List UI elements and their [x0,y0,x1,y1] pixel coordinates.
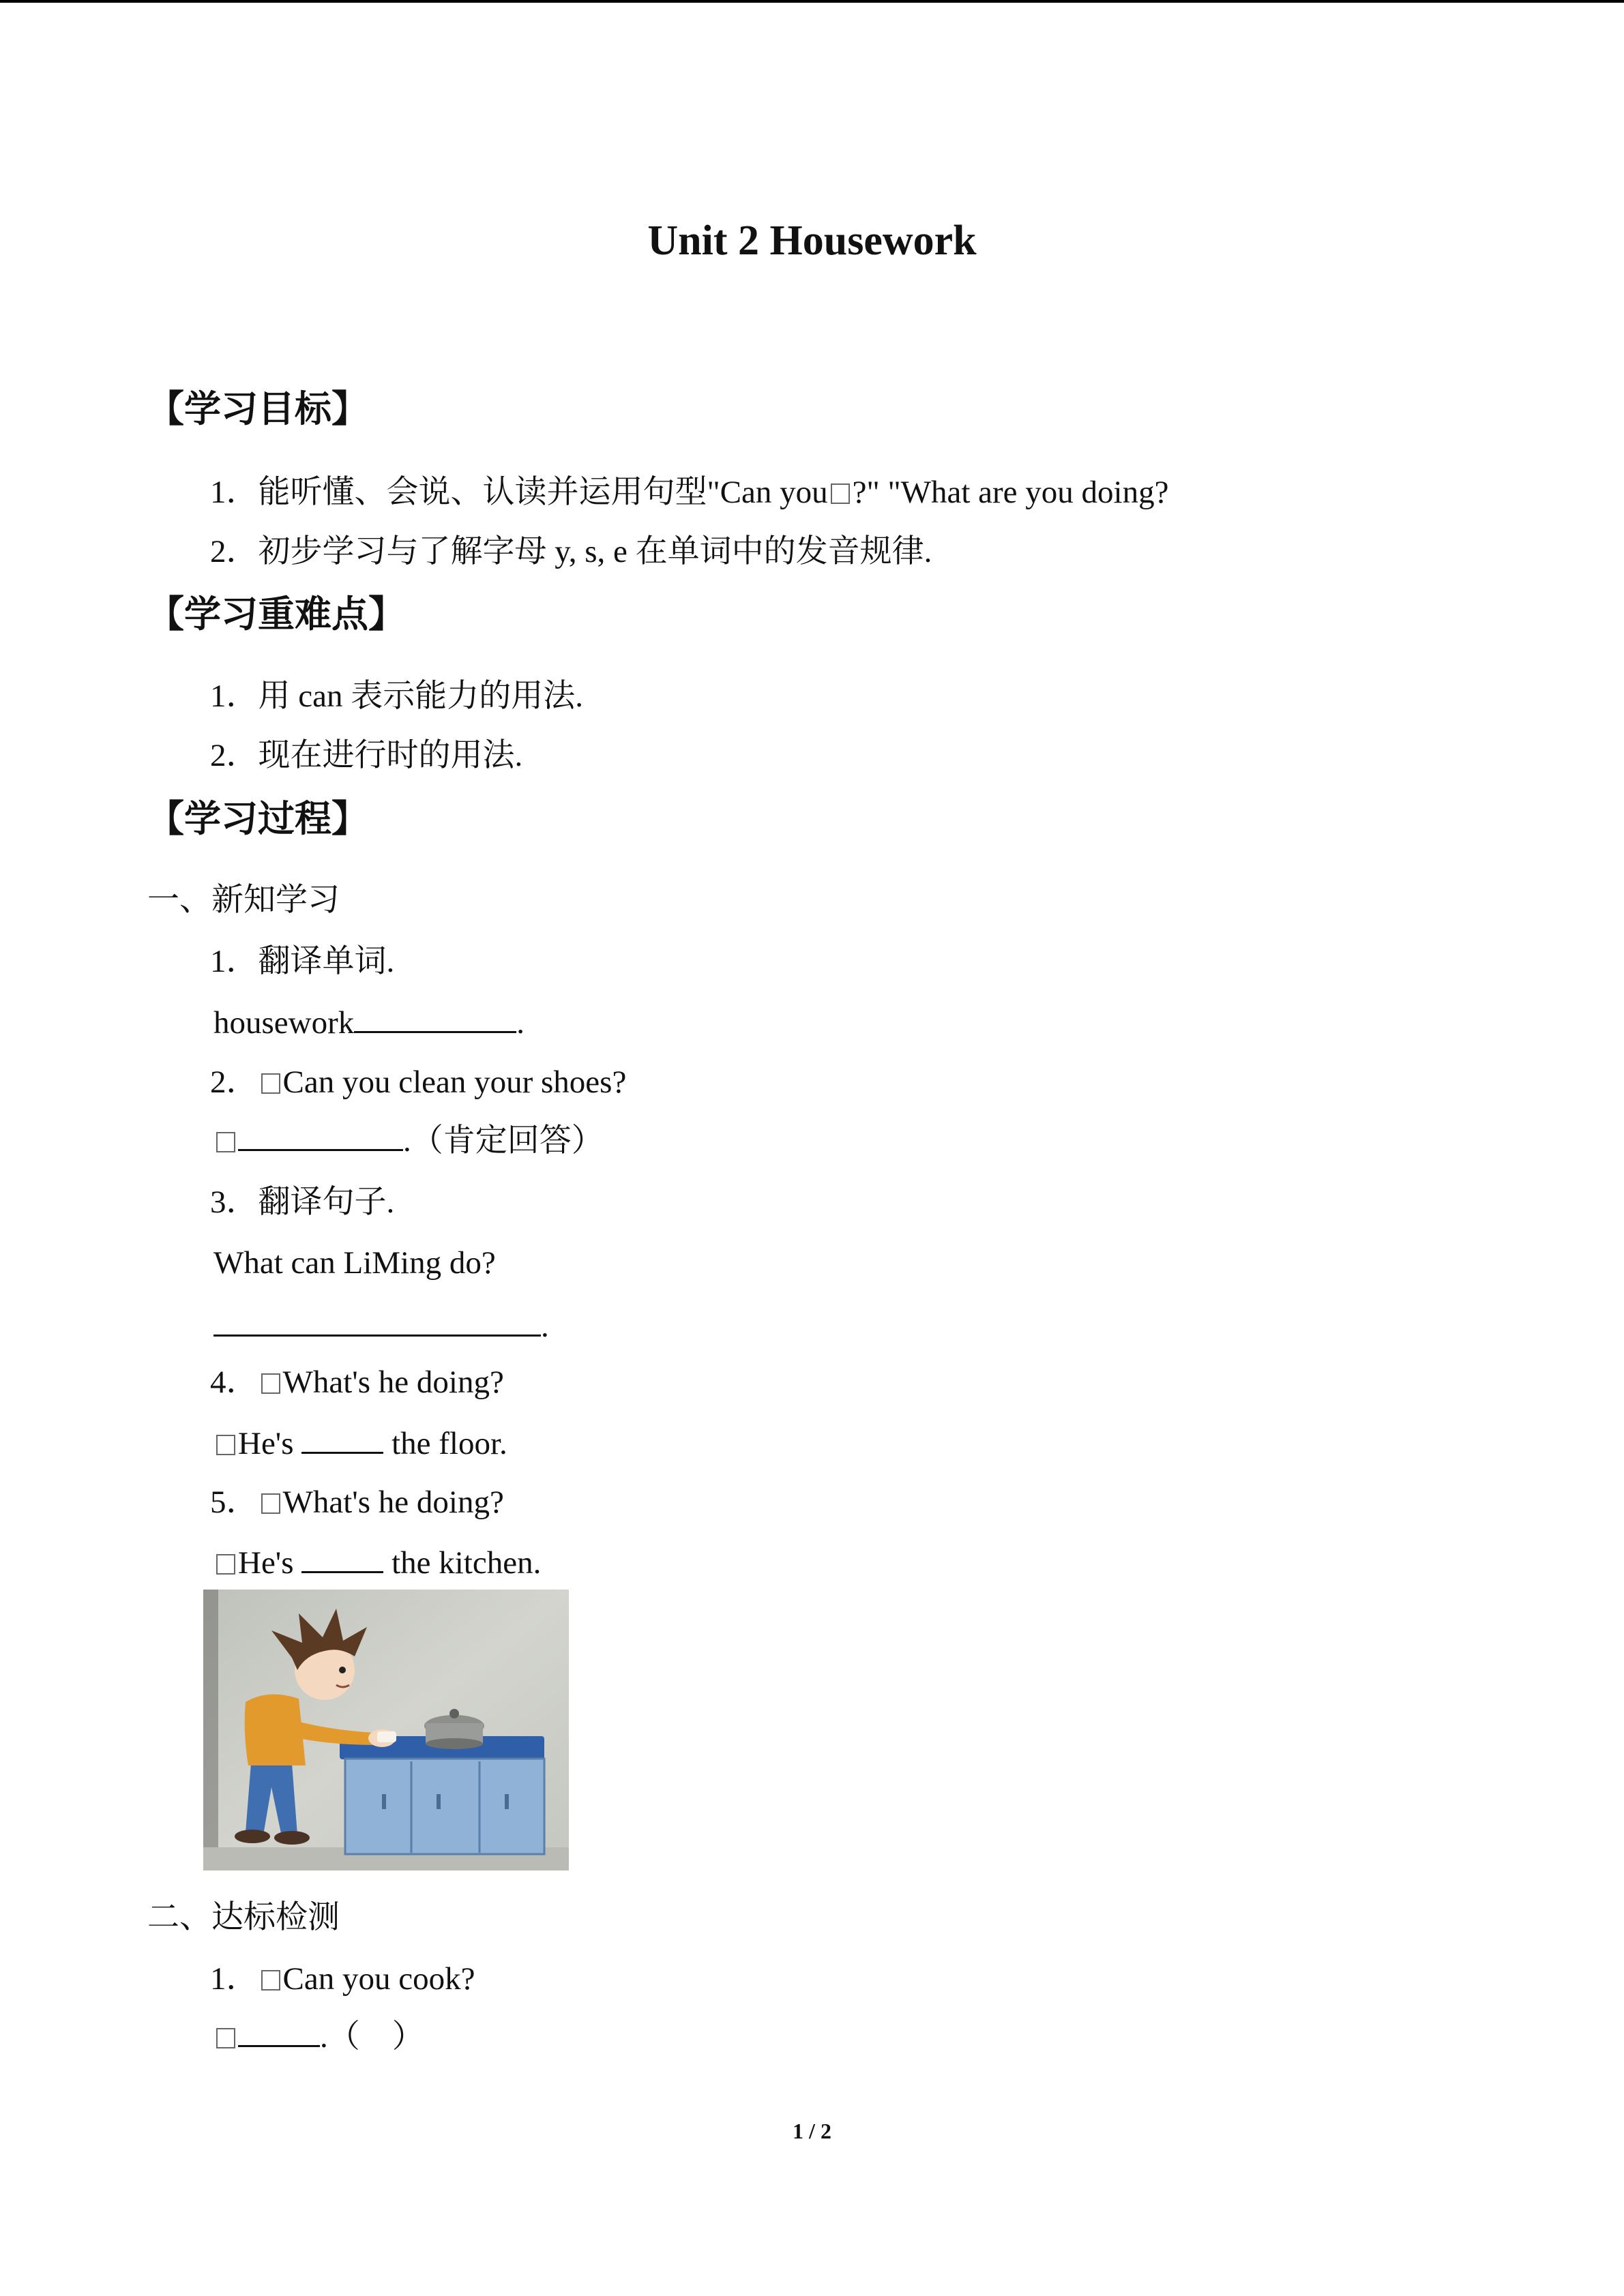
part1-question-2-text: Can you clean your shoes? [282,1064,627,1100]
heading-key-points: 【学习重难点】 [147,594,405,635]
placeholder-box-icon [831,483,850,504]
kitchen-cabinets [345,1759,544,1854]
part2-question-1-number: 1． [210,1961,259,1997]
page-top-border [0,0,1624,3]
part1-question-5-answer-start: He's [238,1545,294,1581]
part2-label: 二、达标检测 [147,1900,340,1935]
part2-question-1-text: Can you cook? [282,1961,475,1997]
cabinet-handle-1 [382,1794,386,1809]
period: . [516,1005,525,1041]
document-title: Unit 2 Housework [647,218,977,264]
part1-question-1-answer [213,1002,525,1043]
placeholder-box-icon [261,1970,280,1991]
part2-question-1 [210,1958,475,1999]
part1-question-2-answer [213,1120,604,1161]
placeholder-box-icon [261,1373,280,1394]
part1-question-2-answer-note: .（肯定回答） [403,1123,604,1159]
part1-question-1: 1．翻译单词. [210,944,395,979]
placeholder-box-icon [216,1435,235,1455]
page-number: 1 / 2 [793,2119,831,2143]
part1-question-2-number: 2． [210,1064,259,1100]
period: . [541,1309,549,1344]
placeholder-box-icon [261,1073,280,1094]
part1-question-5-answer-end: the kitchen. [392,1545,542,1581]
part2-question-1-answer-note: .（ ） [320,2019,424,2055]
placeholder-box-icon [216,1554,235,1575]
part1-question-3-sentence: What can LiMing do? [213,1245,496,1281]
cleaning-cloth [377,1731,396,1742]
key-point-item-2: 2．现在进行时的用法. [210,738,523,773]
part1-question-4-answer [213,1423,507,1464]
answer-blank[interactable] [354,1004,516,1033]
part1-question-1-word: housework [213,1005,355,1041]
placeholder-box-icon [261,1493,280,1514]
answer-blank[interactable] [238,2018,320,2047]
boy-shoe-left [235,1830,270,1843]
part1-question-2 [210,1062,626,1103]
part1-question-5 [210,1482,504,1523]
boy-eye [339,1667,346,1673]
part1-question-4-number: 4． [210,1365,259,1400]
part1-question-4 [210,1362,504,1403]
heading-objectives: 【学习目标】 [147,389,368,430]
heading-process: 【学习过程】 [147,799,368,839]
objective-item-1-text-b: ?" "What are you doing? [852,475,1169,510]
part1-question-5-answer [213,1542,541,1583]
boy-cleaning-kitchen-illustration [203,1590,569,1870]
part1-question-4-text: What's he doing? [282,1365,504,1400]
pot-bottom [426,1738,483,1749]
answer-blank[interactable] [213,1307,541,1337]
objective-item-1 [210,472,1168,513]
objective-item-2: 2．初步学习与了解字母 y, s, e 在单词中的发音规律. [210,534,932,569]
part1-question-4-answer-start: He's [238,1426,294,1461]
objective-item-1-number: 1． [210,475,259,510]
wall-shadow-left [203,1590,218,1870]
cabinet-handle-2 [437,1794,441,1809]
objective-item-1-text-a: 能听懂、会说、认读并运用句型"Can you [258,475,828,510]
kitchen-illustration-svg [203,1590,569,1870]
answer-blank[interactable] [301,1425,383,1454]
placeholder-box-icon [216,1132,235,1152]
key-point-item-1: 1．用 can 表示能力的用法. [210,679,583,714]
answer-blank[interactable] [301,1544,383,1573]
part1-question-3: 3．翻译句子. [210,1184,395,1220]
part1-question-5-text: What's he doing? [282,1485,504,1520]
boy-shoe-right [274,1831,310,1845]
part1-question-4-answer-end: the floor. [392,1426,507,1461]
part2-question-1-answer [213,2016,424,2057]
cabinet-handle-3 [505,1794,509,1809]
pot-handle [449,1709,459,1718]
answer-blank[interactable] [238,1122,403,1151]
placeholder-box-icon [216,2028,235,2048]
part1-question-5-number: 5． [210,1485,259,1520]
part1-question-3-answer [213,1306,549,1347]
part1-label: 一、新知学习 [147,882,340,918]
